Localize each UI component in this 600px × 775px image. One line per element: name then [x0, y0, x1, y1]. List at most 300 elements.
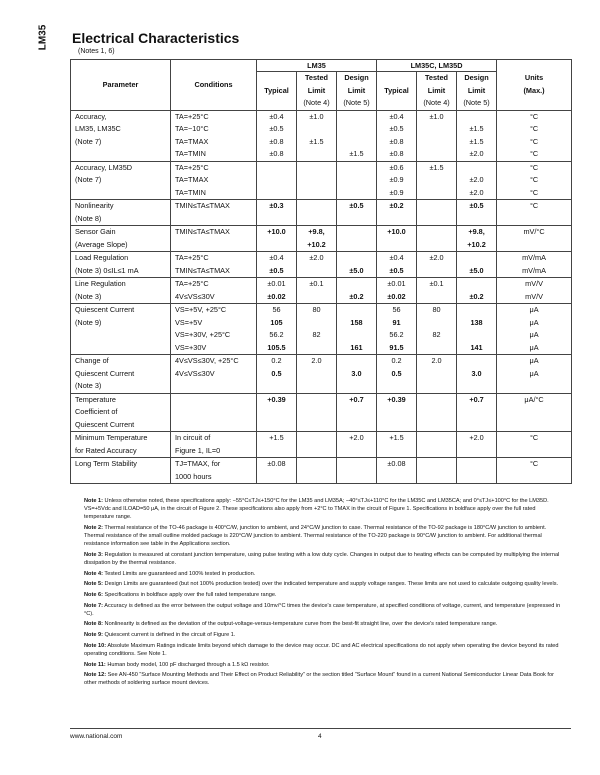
cell-line: +0.39 [267, 394, 286, 404]
cell-line: 0.5 [271, 368, 282, 378]
cell-line [457, 471, 496, 484]
lm35-typical-cell [257, 458, 297, 484]
cell-line: Nonlinearity [75, 201, 114, 210]
note-item [84, 580, 561, 588]
lm35c-design-limit-cell [457, 226, 497, 252]
cell-line [457, 304, 496, 317]
cell-line: Long Term Stability [75, 459, 137, 468]
cell-line: ±0.1 [429, 279, 444, 288]
cell-line: °C [529, 136, 539, 146]
lm35-typical-cell [257, 278, 297, 304]
lm35c-typical-cell [377, 110, 417, 161]
units-cell [497, 252, 572, 278]
lm35-typical-cell [257, 226, 297, 252]
units-cell [497, 278, 572, 304]
cell-line: ±0.4 [389, 253, 404, 262]
lm35-tested-limit-cell [297, 355, 337, 394]
cell-line: VS=+30V [175, 342, 207, 352]
cell-line [297, 291, 336, 304]
lm35-tested-limit-cell [297, 200, 337, 226]
cell-line: mV/mA [522, 253, 546, 262]
lm35c-tested-limit-cell [417, 278, 457, 304]
conditions-cell [171, 252, 257, 278]
cell-line [75, 471, 170, 484]
cell-line: °C [529, 111, 539, 121]
conditions-cell [171, 110, 257, 161]
cell-line [297, 317, 336, 330]
cell-line [175, 380, 256, 393]
cell-line: +10.2 [307, 239, 326, 249]
lm35c-design-limit-cell [457, 393, 497, 432]
lm35-tested-limit-cell [297, 110, 337, 161]
cell-line [457, 419, 496, 432]
cell-line [297, 187, 336, 200]
cell-line [297, 368, 336, 381]
cell-line [417, 419, 456, 432]
lm35-design-limit-cell [337, 355, 377, 394]
cell-line: mV/mA [522, 265, 546, 275]
cell-line [377, 419, 416, 432]
cell-line [417, 265, 456, 278]
units-cell [497, 200, 572, 226]
cell-line [377, 239, 416, 252]
cell-line [497, 213, 571, 226]
units-cell [497, 355, 572, 394]
lm35-typical-cell [257, 393, 297, 432]
cell-line [337, 380, 376, 393]
lm35c-tested-limit-cell [417, 304, 457, 355]
lm35c-typical-cell [377, 278, 417, 304]
note-label: Note 2: [84, 524, 103, 531]
cell-line: Accuracy, [75, 111, 107, 121]
cell-line [297, 394, 336, 407]
cell-line: 91 [392, 317, 401, 327]
note-item [84, 642, 561, 658]
cell-line: 2.0 [311, 356, 322, 365]
cell-line: °C [529, 433, 539, 442]
cell-line [417, 380, 456, 393]
cell-line [457, 111, 496, 124]
lm35-typical-cell [257, 304, 297, 355]
cell-line [337, 187, 376, 200]
cell-line: 56.2 [389, 330, 404, 339]
table-row [71, 200, 572, 226]
cell-line: VS=+5V [175, 317, 203, 327]
cell-line: μA [529, 305, 539, 314]
cell-line: ±0.2 [469, 291, 484, 301]
note-item [84, 551, 561, 567]
cell-line [337, 304, 376, 317]
lm35c-tested-limit-cell [417, 226, 457, 252]
cell-line: ±1.0 [309, 111, 324, 121]
parameter-cell [71, 110, 171, 161]
note-item [84, 602, 561, 618]
cell-line [75, 329, 170, 342]
lm35c-design-limit-cell [457, 355, 497, 394]
cell-line: ±2.0 [469, 175, 484, 184]
cell-line [417, 213, 456, 226]
cell-line: +9.8, [468, 227, 485, 236]
cell-line: ±0.8 [389, 136, 404, 146]
units-cell [497, 432, 572, 458]
conditions-cell [171, 355, 257, 394]
cell-line: Quiescent Current [75, 368, 135, 378]
units-cell [497, 393, 572, 432]
lm35-typical-cell [257, 110, 297, 161]
conditions-cell [171, 393, 257, 432]
cell-line: VS=+30V, +25°C [175, 330, 231, 339]
cell-line [297, 265, 336, 278]
parameter-cell [71, 432, 171, 458]
cell-line [417, 123, 456, 136]
cell-line: 56.2 [269, 330, 284, 339]
cell-line [337, 226, 376, 239]
cell-line [337, 458, 376, 471]
cell-line: +2.0 [349, 433, 364, 442]
lm35-design-limit-cell [337, 252, 377, 278]
section-subtitle: (Notes 1, 6) [78, 48, 115, 55]
cell-line [257, 445, 296, 458]
cell-line: +1.5 [269, 433, 284, 442]
cell-line: ±2.0 [469, 149, 484, 158]
cell-line [417, 187, 456, 200]
cell-line: 3.0 [351, 368, 362, 378]
cell-line: ±0.4 [269, 111, 284, 121]
lm35-design-limit-cell [337, 393, 377, 432]
cell-line: ±0.01 [267, 279, 286, 288]
cell-line: ±0.02 [387, 291, 406, 301]
note-label: Note 4: [84, 570, 103, 577]
cell-line: ±0.4 [269, 253, 284, 262]
cell-line [337, 123, 376, 136]
header-tested-limit-2: Tested Limit (Note 4) [417, 72, 457, 111]
cell-line: ±2.0 [469, 187, 484, 197]
cell-line: μA [529, 330, 539, 339]
cell-line: μA/°C [524, 394, 544, 404]
note-item [84, 620, 561, 628]
cell-line [337, 419, 376, 432]
cell-line: ±0.08 [387, 459, 406, 468]
lm35c-design-limit-cell [457, 458, 497, 484]
cell-line: ±1.5 [349, 149, 364, 158]
cell-line: 4V≤VS≤30V [175, 291, 215, 301]
header-group-lm35c-lm35d: LM35C, LM35D [377, 60, 497, 72]
cell-line [417, 174, 456, 187]
cell-line [457, 458, 496, 471]
cell-line: ±0.9 [389, 175, 404, 184]
parameter-cell [71, 252, 171, 278]
cell-line: μA [529, 356, 539, 365]
cell-line: 0.2 [391, 356, 402, 365]
cell-line: +10.2 [467, 239, 486, 249]
table-row [71, 110, 572, 161]
cell-line [297, 148, 336, 161]
cell-line [297, 342, 336, 355]
header-typical-1: Typical [257, 72, 297, 111]
lm35c-design-limit-cell [457, 110, 497, 161]
lm35c-design-limit-cell [457, 432, 497, 458]
cell-line [417, 136, 456, 149]
cell-line: 138 [470, 317, 483, 327]
cell-line: ±1.5 [469, 136, 484, 146]
cell-line: TMIN≤TA≤TMAX [175, 201, 230, 210]
cell-line: 56 [392, 305, 401, 314]
cell-line: TA=TMIN [175, 187, 206, 197]
lm35c-tested-limit-cell [417, 161, 457, 200]
parameter-cell [71, 278, 171, 304]
cell-line [457, 445, 496, 458]
cell-line [337, 278, 376, 291]
table-row [71, 458, 572, 484]
lm35-design-limit-cell [337, 226, 377, 252]
conditions-cell [171, 161, 257, 200]
table-row [71, 278, 572, 304]
cell-line: Sensor Gain [75, 227, 116, 236]
cell-line: ±0.08 [267, 459, 286, 468]
note-text: Design Limits are guaranteed (but not 100% production tested) over the indicated temperature and supply voltage ranges. These limits are not used to calculate outgoing quality levels. [104, 581, 559, 588]
cell-line [457, 355, 496, 368]
cell-line [257, 174, 296, 187]
cell-line: °C [529, 201, 539, 210]
lm35-tested-limit-cell [297, 226, 337, 252]
cell-line: Accuracy, LM35D [75, 162, 133, 172]
cell-line [417, 458, 456, 471]
cell-line [457, 252, 496, 265]
note-text: Regulation is measured at constant junction temperature, using pulse testing with a low duty cycle. Changes in output due to heating effects can be computed by multiplying the internal dissipation by the thermal resistance. [84, 551, 560, 566]
lm35-tested-limit-cell [297, 252, 337, 278]
lm35-tested-limit-cell [297, 393, 337, 432]
parameter-cell [71, 393, 171, 432]
cell-line [417, 317, 456, 330]
note-text: Thermal resistance of the TO-46 package is 400°C/W, junction to ambient, and 24°C/W junction to case. Thermal resistance of the TO-92 package is 180°C/W junction to ambient. Thermal resistance of the small outline molded package is 220°C/W junction to ambient. Thermal resistance of the TO-220 package is 90°C/W junction to ambient. For additional thermal resistance information see table in the Applications section. [84, 524, 547, 548]
cell-line [297, 200, 336, 213]
cell-line: ±0.5 [469, 201, 484, 210]
cell-line [417, 226, 456, 239]
section-title: Electrical Characteristics [72, 30, 240, 46]
cell-line [417, 148, 456, 161]
note-text: Quiescent current is defined in the circuit of Figure 1. [104, 632, 236, 639]
lm35c-tested-limit-cell [417, 110, 457, 161]
cell-line [257, 162, 296, 175]
table-row [71, 226, 572, 252]
cell-line [297, 213, 336, 226]
cell-line: 80 [432, 305, 441, 314]
note-text: See AN-450 “Surface Mounting Methods and Their Effect on Product Reliability” or the section titled “Surface Mount” found in a current National Semiconductor Linear Data Book for other methods of soldering surface mount devices. [84, 672, 554, 687]
cell-line [497, 406, 571, 419]
cell-line [75, 187, 170, 200]
cell-line: ±0.4 [389, 111, 404, 121]
conditions-cell [171, 432, 257, 458]
cell-line: 82 [312, 330, 321, 339]
note-item [84, 591, 561, 599]
cell-line [457, 380, 496, 393]
note-text: Human body model, 100 pF discharged through a 1.5 kΩ resistor. [107, 661, 270, 668]
note-text: Specifications in boldface apply over the full rated temperature range. [104, 591, 277, 598]
table-row [71, 252, 572, 278]
cell-line: ±1.5 [469, 124, 484, 133]
cell-line [297, 432, 336, 445]
note-label: Note 1: [84, 498, 103, 504]
cell-line [337, 136, 376, 149]
header-tested-limit-1: Tested Limit (Note 4) [297, 72, 337, 111]
cell-line [497, 471, 571, 484]
lm35-design-limit-cell [337, 278, 377, 304]
cell-line [297, 380, 336, 393]
header-design-limit-2: Design Limit (Note 5) [457, 72, 497, 111]
cell-line [297, 458, 336, 471]
cell-line [417, 471, 456, 484]
parameter-cell [71, 161, 171, 200]
cell-line: ±0.5 [389, 124, 404, 133]
cell-line: °C [529, 187, 539, 197]
cell-line: VS=+5V, +25°C [175, 305, 227, 314]
note-item [84, 497, 561, 521]
lm35-design-limit-cell [337, 458, 377, 484]
header-group-lm35: LM35 [257, 60, 377, 72]
cell-line: 141 [470, 342, 483, 352]
cell-line: 3.0 [471, 368, 482, 378]
cell-line: 82 [432, 330, 441, 339]
cell-line: °C [529, 459, 539, 468]
lm35-tested-limit-cell [297, 278, 337, 304]
cell-line [457, 278, 496, 291]
cell-line: 91.5 [389, 342, 404, 352]
cell-line: ±1.0 [429, 111, 444, 121]
cell-line [377, 380, 416, 393]
cell-line: +9.8, [308, 227, 325, 236]
cell-line [297, 445, 336, 458]
cell-line [497, 445, 571, 458]
cell-line: TA=+25°C [175, 279, 209, 288]
cell-line [175, 419, 256, 432]
cell-line: 80 [312, 305, 321, 314]
cell-line: (Note 3) 0≤IL≤1 mA [75, 265, 139, 275]
cell-line [417, 368, 456, 381]
lm35c-tested-limit-cell [417, 200, 457, 226]
lm35-typical-cell [257, 161, 297, 200]
lm35-typical-cell [257, 200, 297, 226]
side-part-label: LM35 [37, 24, 49, 51]
cell-line: ±0.3 [269, 201, 284, 210]
header-design-limit-1: Design Limit (Note 5) [337, 72, 377, 111]
cell-line: mV/V [525, 291, 543, 301]
note-text: Tested Limits are guaranteed and 100% tested in production. [104, 570, 256, 577]
cell-line [297, 471, 336, 484]
cell-line: ±0.8 [269, 136, 284, 146]
cell-line [175, 406, 256, 419]
cell-line [417, 291, 456, 304]
cell-line: Load Regulation [75, 253, 129, 262]
lm35c-typical-cell [377, 355, 417, 394]
note-label: Note 3: [84, 551, 103, 558]
lm35-design-limit-cell [337, 161, 377, 200]
lm35c-typical-cell [377, 200, 417, 226]
cell-line [337, 162, 376, 175]
cell-line: °C [529, 149, 539, 158]
table-body [71, 110, 572, 484]
cell-line [417, 200, 456, 213]
cell-line: (Note 8) [75, 213, 102, 223]
cell-line: TA=TMAX [175, 175, 209, 184]
cell-line [377, 213, 416, 226]
lm35-tested-limit-cell [297, 304, 337, 355]
cell-line: ±1.5 [429, 162, 444, 172]
lm35c-typical-cell [377, 458, 417, 484]
conditions-cell [171, 200, 257, 226]
lm35c-tested-limit-cell [417, 432, 457, 458]
cell-line [257, 419, 296, 432]
cell-line: ±0.9 [389, 187, 404, 197]
cell-line: 105 [270, 317, 283, 327]
cell-line: μA [529, 317, 539, 327]
cell-line [337, 111, 376, 124]
lm35-design-limit-cell [337, 432, 377, 458]
note-label: Note 10: [84, 642, 107, 649]
conditions-cell [171, 278, 257, 304]
cell-line: °C [529, 162, 539, 172]
cell-line: 2.0 [431, 356, 442, 365]
cell-line: ±0.6 [389, 162, 404, 172]
cell-line [497, 419, 571, 432]
note-label: Note 7: [84, 602, 103, 609]
cell-line: TA=TMAX [175, 136, 209, 146]
parameter-cell [71, 355, 171, 394]
cell-line [337, 329, 376, 342]
cell-line [457, 406, 496, 419]
cell-line [337, 406, 376, 419]
units-cell [497, 458, 572, 484]
cell-line [417, 394, 456, 407]
lm35c-tested-limit-cell [417, 355, 457, 394]
cell-line [175, 213, 256, 226]
cell-line: °C [529, 124, 539, 133]
header-conditions: Conditions [171, 60, 257, 111]
note-label: Note 11: [84, 661, 106, 668]
cell-line: Line Regulation [75, 279, 126, 288]
cell-line: TMIN≤TA≤TMAX [175, 265, 230, 275]
cell-line [337, 174, 376, 187]
note-label: Note 5: [84, 581, 103, 588]
cell-line: 56 [272, 305, 281, 314]
cell-line [175, 394, 256, 407]
cell-line: for Rated Accuracy [75, 445, 137, 455]
lm35c-design-limit-cell [457, 161, 497, 200]
cell-line: ±0.2 [389, 201, 404, 210]
note-text: Nonlinearity is defined as the deviation of the output-voltage-versus-temperature curve from the best-fit straight line, over the device's rated temperature range. [104, 621, 498, 628]
cell-line: Change of [75, 356, 109, 365]
cell-line: ±0.1 [309, 279, 324, 288]
note-label: Note 12: [84, 672, 107, 679]
cell-line: 161 [350, 342, 363, 352]
cell-line [337, 471, 376, 484]
cell-line: +0.7 [469, 394, 484, 404]
electrical-characteristics-table [70, 59, 572, 484]
cell-line [457, 162, 496, 175]
cell-line [75, 148, 170, 161]
cell-line [497, 239, 571, 252]
cell-line: ±0.5 [389, 265, 404, 275]
cell-line [257, 380, 296, 393]
cell-line: Figure 1, IL=0 [175, 445, 221, 455]
cell-line: ±0.01 [387, 279, 406, 288]
lm35c-typical-cell [377, 161, 417, 200]
note-item [84, 570, 561, 578]
footer-page-number: 4 [318, 733, 322, 740]
cell-line [257, 187, 296, 200]
note-item [84, 661, 561, 669]
cell-line: +0.7 [349, 394, 364, 404]
cell-line [337, 355, 376, 368]
